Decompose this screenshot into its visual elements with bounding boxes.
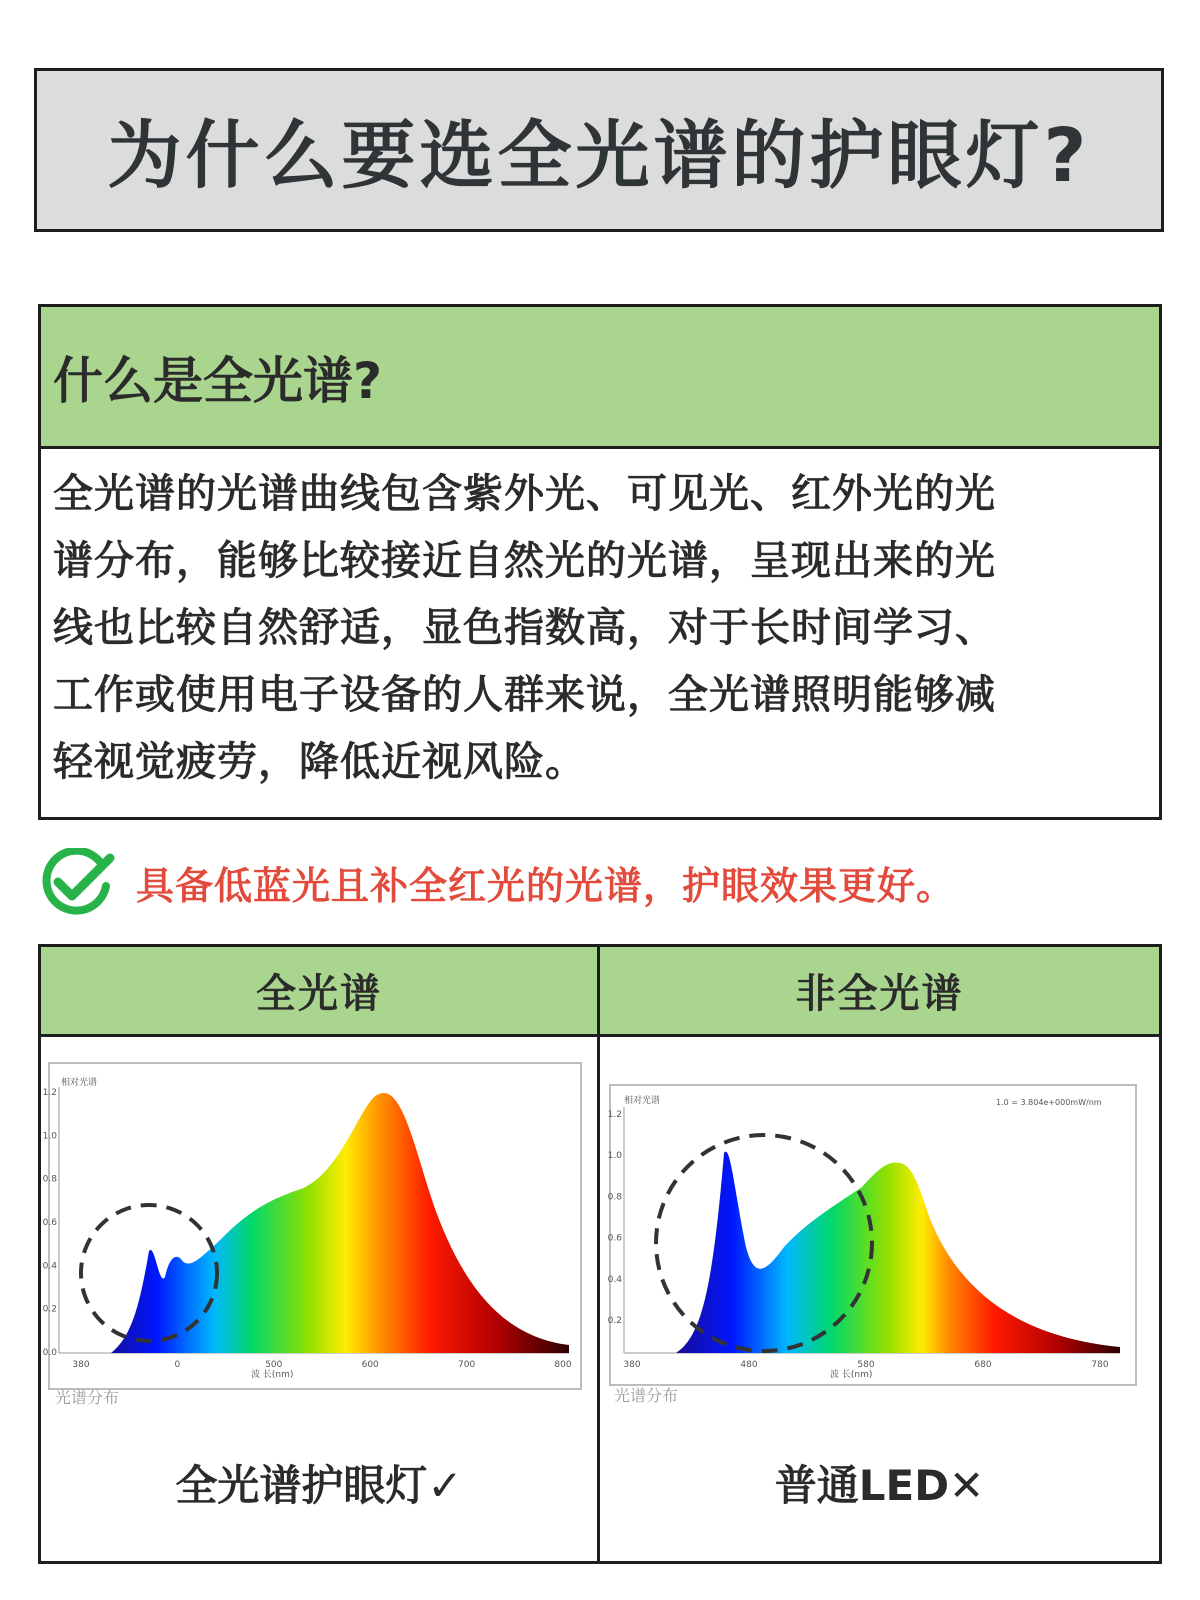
non-full-spectrum-column [600, 947, 1159, 1561]
led-spectrum-svg [600, 1047, 1156, 1447]
non-full-spectrum-heading: 非全光谱 [795, 971, 964, 1017]
highlight-text: 具备低蓝光且补全红光的光谱，护眼效果更好。 [136, 863, 956, 908]
y-tick-label: 0.6 [42, 1218, 57, 1228]
x-tick-label: 680 [974, 1360, 992, 1370]
y-tick-label: 0.8 [607, 1192, 622, 1203]
definition-header [41, 307, 1159, 449]
check-circle-icon [38, 848, 118, 916]
y-tick-label: 0.2 [42, 1304, 57, 1315]
chart-footer: 光谱分布 [614, 1386, 679, 1405]
x-tick-label: 600 [361, 1360, 379, 1370]
chart-legend: 1.0 = 3.804e+000mW/nm [996, 1098, 1102, 1107]
y-tick-label: 1.0 [607, 1151, 622, 1162]
chart-xlabel: 波 长(nm) [830, 1370, 873, 1380]
definition-line: 谱分布，能够比较接近自然光的光谱，呈现出来的光 [53, 538, 996, 584]
full-spectrum-column [41, 947, 600, 1561]
y-tick-label: 0.0 [42, 1348, 57, 1358]
chart-ylabel: 相对光谱 [624, 1096, 661, 1106]
definition-line: 全光谱的光谱曲线包含紫外光、可见光、红外光的光 [53, 471, 996, 517]
x-tick-label: 580 [857, 1360, 875, 1370]
x-tick-label: 380 [72, 1360, 90, 1370]
x-tick-label: 480 [740, 1360, 758, 1370]
y-tick-label: 1.2 [607, 1110, 622, 1120]
y-tick-label: 0.4 [42, 1261, 57, 1272]
definition-line: 轻视觉疲劳，降低近视风险。 [53, 739, 586, 785]
full-spectrum-header [41, 947, 597, 1037]
chart-ylabel: 相对光谱 [61, 1078, 98, 1088]
y-tick-label: 0.2 [607, 1316, 622, 1326]
x-tick-label: 780 [1091, 1360, 1109, 1370]
chart-xlabel: 波 长(nm) [251, 1370, 294, 1380]
led-spectrum-chart [600, 1047, 1159, 1447]
x-tick-label: 700 [458, 1360, 476, 1370]
y-tick-label: 0.6 [607, 1233, 622, 1244]
y-tick-label: 1.0 [42, 1131, 57, 1142]
x-tick-label: 380 [623, 1360, 641, 1370]
title-banner [34, 68, 1164, 232]
x-tick-label: 800 [554, 1360, 572, 1370]
y-tick-label: 1.2 [42, 1088, 57, 1098]
full-spectrum-svg [41, 1047, 597, 1447]
full-spectrum-caption: 全光谱护眼灯✓ [175, 1461, 463, 1510]
definition-body [41, 449, 1159, 796]
definition-line: 工作或使用电子设备的人群来说，全光谱照明能够减 [53, 672, 996, 718]
x-tick-label: 500 [265, 1360, 283, 1370]
full-spectrum-chart [41, 1047, 597, 1447]
highlight-row [38, 848, 1162, 916]
x-tick-label: 0 [174, 1360, 181, 1370]
full-spectrum-heading: 全光谱 [256, 971, 382, 1017]
definition-line: 线也比较自然舒适，显色指数高，对于长时间学习、 [53, 605, 996, 651]
page-title: 为什么要选全光谱的护眼灯? [107, 113, 1091, 199]
y-tick-label: 0.8 [42, 1174, 57, 1185]
definition-heading: 什么是全光谱? [53, 351, 383, 410]
non-full-spectrum-header [600, 947, 1159, 1037]
led-caption: 普通LED✕ [774, 1461, 985, 1510]
comparison-table [38, 944, 1162, 1564]
chart-footer: 光谱分布 [55, 1388, 120, 1407]
definition-card [38, 304, 1162, 820]
y-tick-label: 0.4 [607, 1274, 622, 1285]
